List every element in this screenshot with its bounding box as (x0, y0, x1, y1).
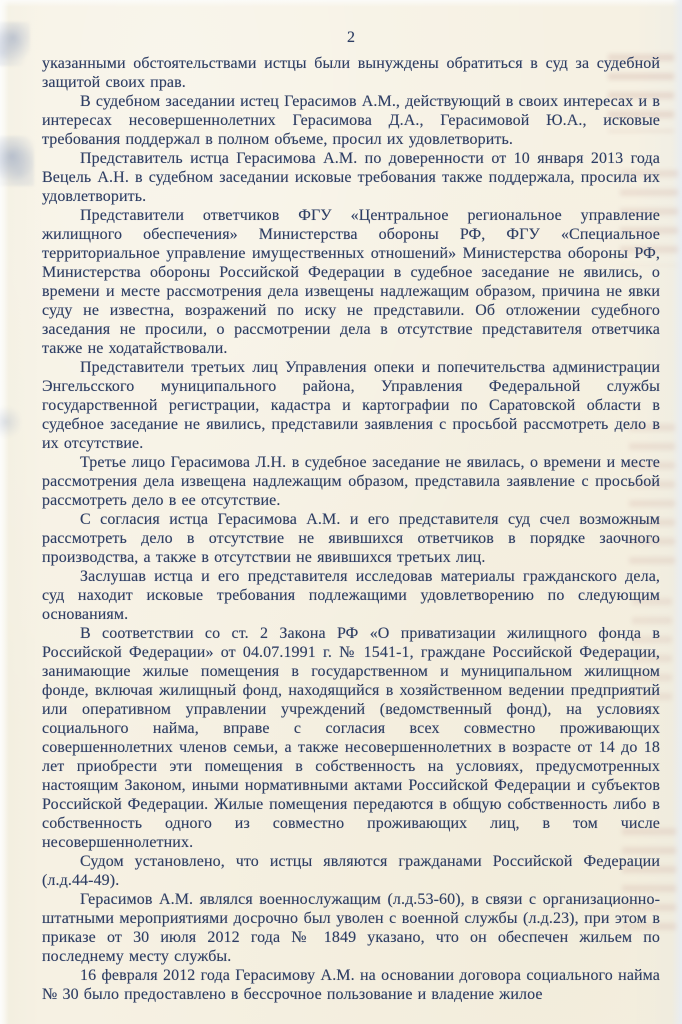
paragraph: Представители третьих лиц Управления опеки и попечительства администрации Энгельсского муниципального района, Управления Федеральной службы государственной регистрации, кадастра и картографии по Саратовской области в судебное заседание не явились, представили заявления с просьбой рассмотреть дело в их отсутствие. (42, 359, 660, 452)
scan-edge-left (0, 0, 9, 1024)
paragraph: 16 февраля 2012 года Герасимову А.М. на основании договора социального найма № 30 было предоставлено в бессрочное пользование и владение жилое (42, 967, 660, 1003)
paragraph: указанными обстоятельствами истцы были вынуждены обратиться в суд за судебной защитой своих прав. (42, 55, 660, 91)
paragraph: В соответствии со ст. 2 Закона РФ «О приватизации жилищного фонда в Российской Федерации» от 04.07.1991 г. № 1541-1, граждане Российской Федерации, занимающие жилые помещения в государственном и муниципальном жилищном фонде, включая жилищный фонд, находящийся в хозяйственном ведении предприятий или оперативном управлении учреждений (ведомственный фонд), на условиях социального найма, вправе с согласия всех совместно проживающих совершеннолетних членов семьи, а также несовершеннолетних в возрасте от 14 до 18 лет приобрести эти помещения в собственность на условиях, предусмотренных настоящим Законом, иными нормативными актами Российской Федерации и субъектов Российской Федерации. Жилые помещения передаются в общую собственность либо в собственность одного из совместно проживающих лиц, в том числе несовершеннолетних. (42, 625, 660, 851)
paragraph: С согласия истца Герасимова А.М. и его представителя суд счел возможным рассмотреть дело в отсутствие не явившихся ответчиков в порядке заочного производства, а также в отсутствии не явившихся третьих лиц. (42, 511, 660, 566)
paragraph: Заслушав истца и его представителя исследовав материалы гражданского дела, суд находит исковые требования подлежащими удовлетворению по следующим основаниям. (42, 568, 660, 623)
scan-edge-right (672, 0, 682, 1024)
paragraph: Представители ответчиков ФГУ «Центральное региональное управление жилищного обеспечения» Министерства обороны РФ, ФГУ «Специальное территориальное управление имущественных отношений» Министерства обороны РФ, Министерства обороны Российской Федерации в судебное заседание не явились, о времени и месте рассмотрения дела извещены надлежащим образом, причина не явки суду не известна, возражений по иску не представили. Об отложении судебного заседания не просили, о рассмотрении дела в отсутствие представителя ответчика также не ходатайствовали. (42, 207, 660, 357)
page-number: 2 (347, 29, 355, 46)
paragraph: Герасимов А.М. являлся военнослужащим (л.д.53-60), в связи с организационно-штатными мероприятиями досрочно был уволен с военной службы (л.д.23), при этом в приказе от 30 июля 2012 года № 1849 указано, что он обеспечен жильем по последнему месту службы. (42, 891, 660, 965)
document-content (42, 28, 660, 1004)
paragraph: Третье лицо Герасимова Л.Н. в судебное заседание не явилась, о времени и месте рассмотрения дела извещена надлежащим образом, представила заявление с просьбой рассмотреть дело в ее отсутствие. (42, 454, 660, 509)
paragraph: Судом установлено, что истцы являются гражданами Российской Федерации (л.д.44-49). (42, 853, 660, 889)
paragraph: Представитель истца Герасимова А.М. по доверенности от 10 января 2013 года Вецель А.Н. в судебном заседании исковые требования также поддержала, просила их удовлетворить. (42, 150, 660, 205)
paragraph: В судебном заседании истец Герасимов А.М., действующий в своих интересах и в интересах несовершеннолетних Герасимова Д.А., Герасимовой Ю.А., исковые требования поддержал в полном объеме, просил их удовлетворить. (42, 93, 660, 148)
document-body (42, 54, 660, 1004)
scan-edge-top (0, 0, 682, 7)
